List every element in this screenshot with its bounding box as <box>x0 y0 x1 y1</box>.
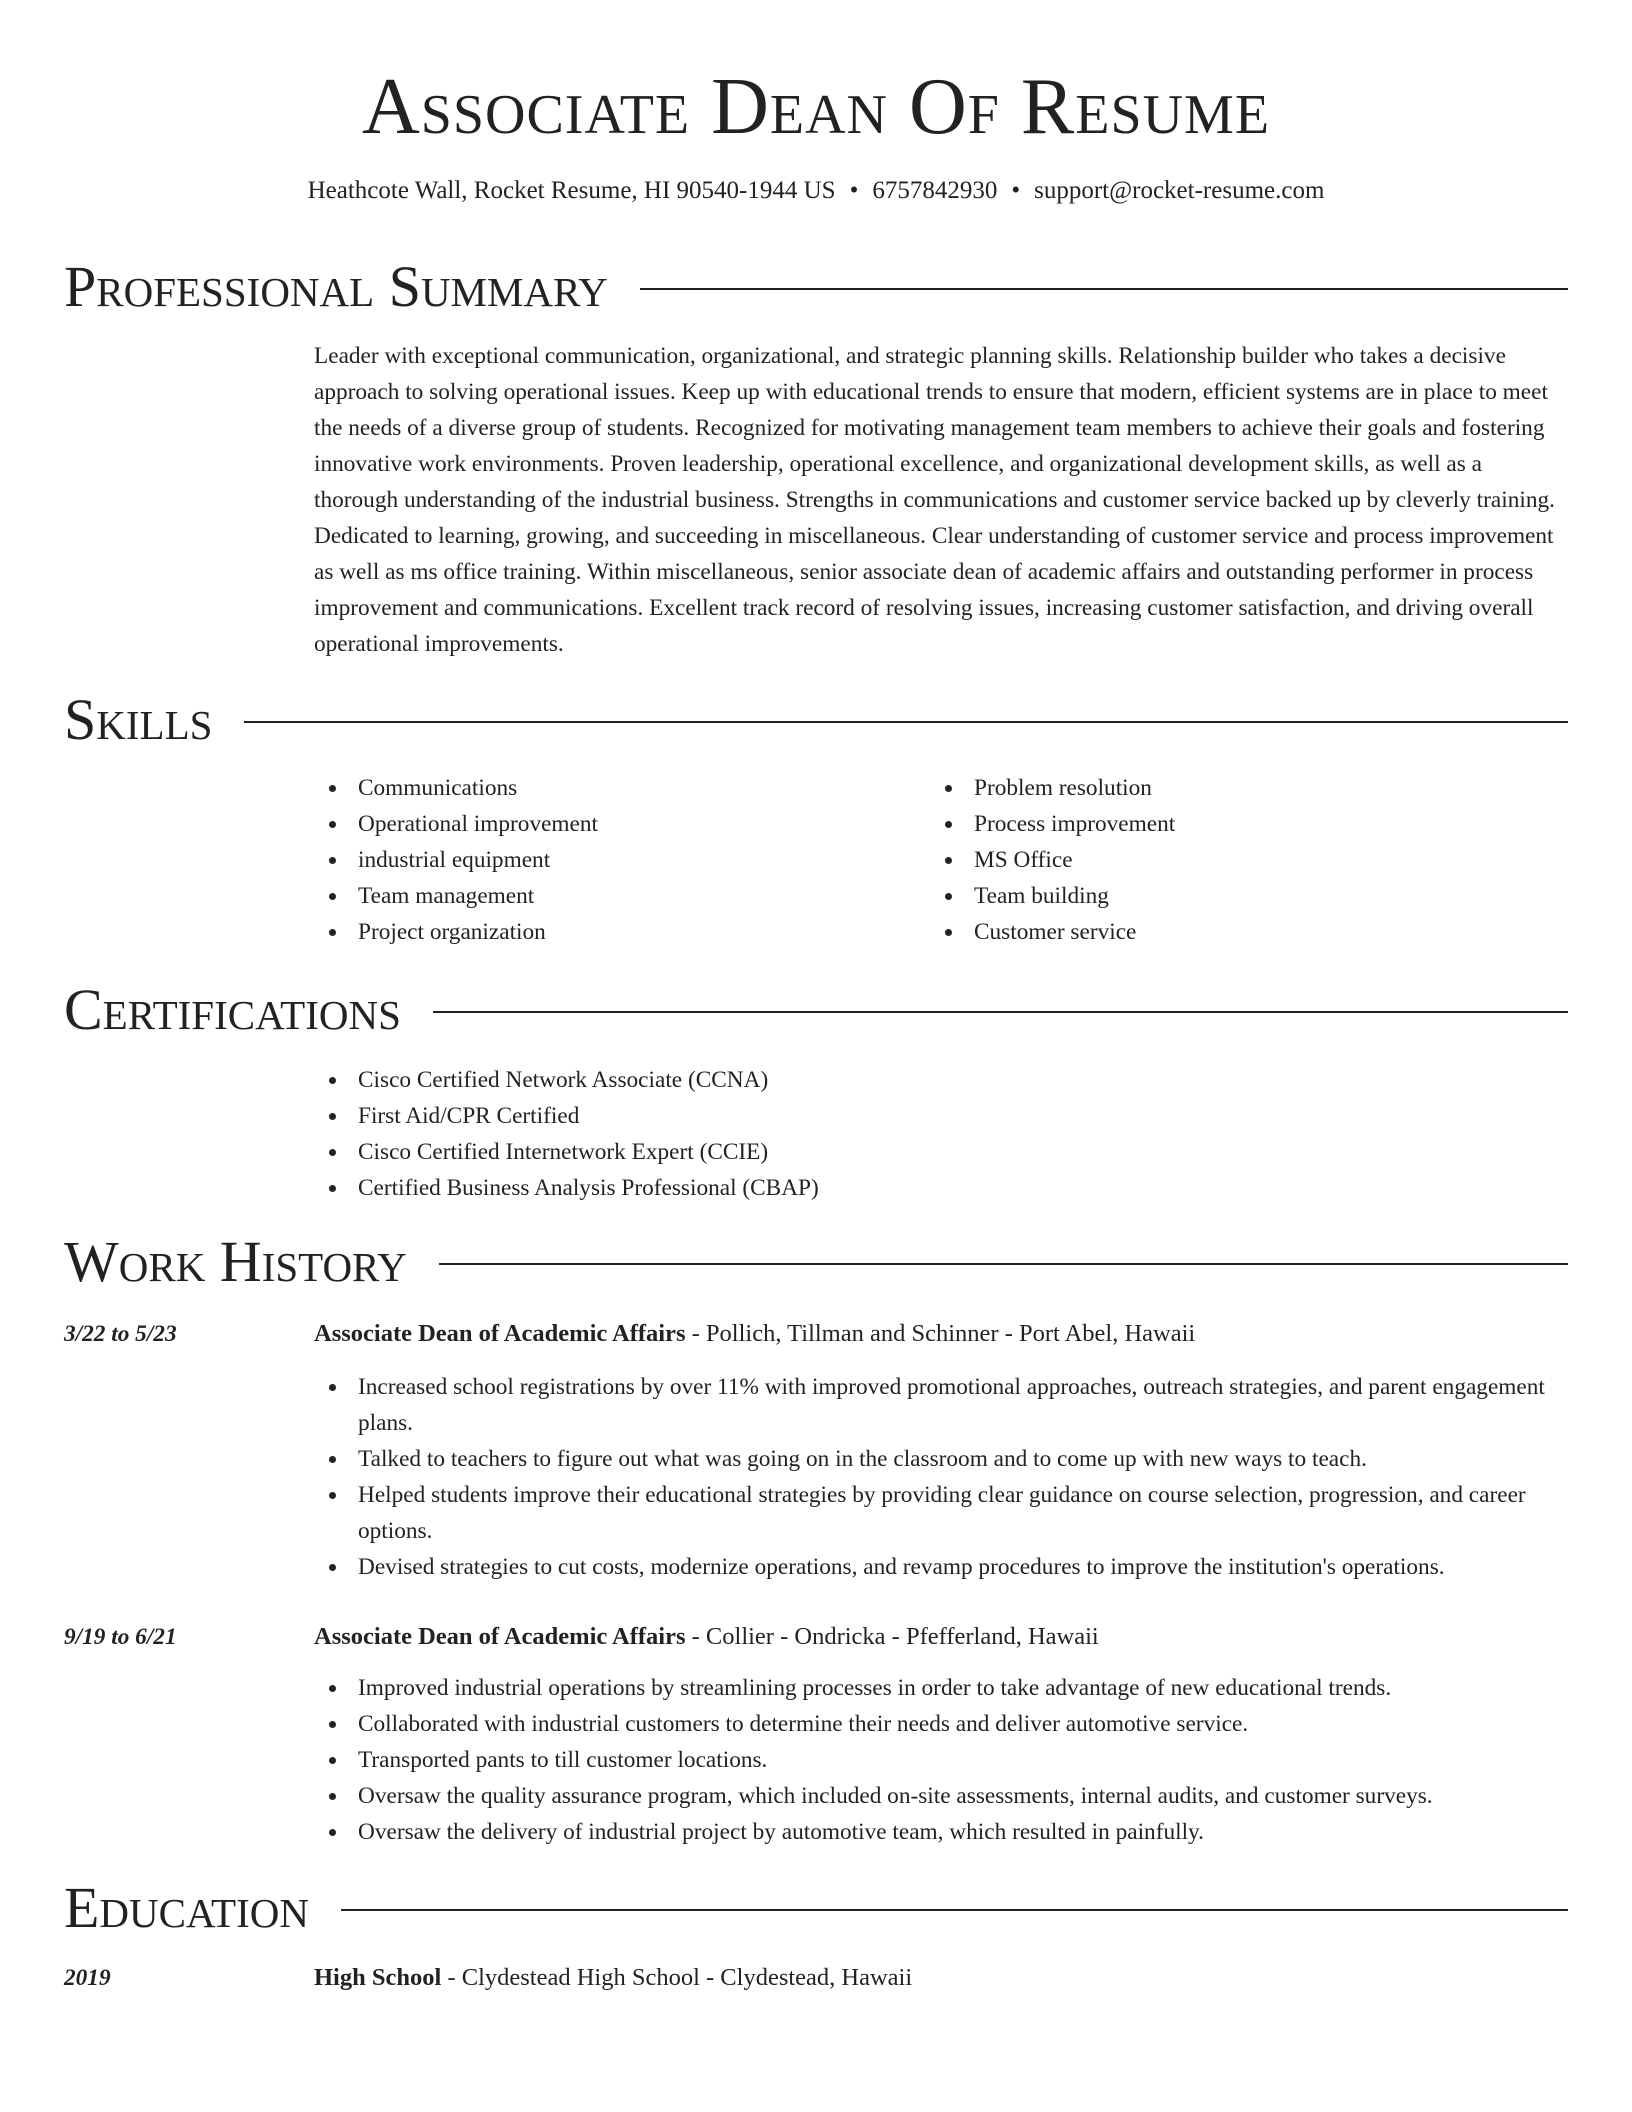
job-duty-item: Helped students improve their educational strategies by providing clear guidance on course selection, progression, and career options. <box>314 1477 1568 1549</box>
skill-item: Problem resolution <box>930 770 1510 806</box>
section-title-certifications: Certifications <box>64 977 401 1042</box>
skill-item: Process improvement <box>930 806 1510 842</box>
contact-line <box>0 176 1632 206</box>
skill-item: Operational improvement <box>314 806 894 842</box>
section-title-skills: Skills <box>64 687 213 752</box>
skills-list-right <box>930 770 1510 950</box>
contact-separator: • <box>849 177 859 204</box>
contact-phone: 6757842930 <box>872 177 998 204</box>
certification-item: Cisco Certified Network Associate (CCNA) <box>314 1062 1568 1098</box>
education-section-header <box>64 1875 1568 1940</box>
skills-list-left <box>314 770 894 950</box>
job-role: Associate Dean of Academic Affairs <box>314 1320 686 1347</box>
job-duty-item: Oversaw the quality assurance program, which included on-site assessments, internal audits, and customer surveys. <box>314 1778 1568 1814</box>
job-duty-item: Talked to teachers to figure out what was going on in the classroom and to come up with new ways to teach. <box>314 1441 1568 1477</box>
job-dates: 3/22 to 5/23 <box>64 1321 177 1347</box>
certifications-section-header <box>64 977 1568 1042</box>
job-duty-item: Transported pants to till customer locations. <box>314 1742 1568 1778</box>
section-divider <box>433 1011 1568 1013</box>
skill-item: MS Office <box>930 842 1510 878</box>
work-history-section-header <box>64 1229 1568 1294</box>
certifications-list <box>314 1062 1568 1206</box>
job-heading <box>314 1316 1568 1352</box>
certification-item: Certified Business Analysis Professional (CBAP) <box>314 1170 1568 1206</box>
job-role: Associate Dean of Academic Affairs <box>314 1623 686 1650</box>
job-duty-item: Improved industrial operations by streamlining processes in order to take advantage of new educational trends. <box>314 1670 1568 1706</box>
summary-text: Leader with exceptional communication, organizational, and strategic planning skills. Relationship builder who takes a decisive approach to solving operational issues. Keep up with educational trends to ensure that modern, efficient systems are in place to meet the needs of a diverse group of students. Recognized for motivating management team members to achieve their goals and fostering innovative work environments. Proven leadership, operational excellence, and organizational development skills, as well as a thorough understanding of the industrial business. Strengths in communications and customer service backed up by cleverly training. Dedicated to learning, growing, and succeeding in miscellaneous. Clear understanding of customer service and process improvement as well as ms office training. Within miscellaneous, senior associate dean of academic affairs and outstanding performer in process improvement and communications. Excellent track record of resolving issues, increasing customer satisfaction, and driving overall operational improvements. <box>314 343 1555 657</box>
job-duty-item: Oversaw the delivery of industrial project by automotive team, which resulted in painfully. <box>314 1814 1568 1850</box>
job-duty-item: Collaborated with industrial customers to determine their needs and deliver automotive service. <box>314 1706 1568 1742</box>
candidate-name: Associate Dean Of Resume <box>361 63 1271 151</box>
job-duty-item: Devised strategies to cut costs, modernize operations, and revamp procedures to improve the institution's operations. <box>314 1549 1568 1585</box>
certification-item: Cisco Certified Internetwork Expert (CCIE) <box>314 1134 1568 1170</box>
job-employer-location: - Pollich, Tillman and Schinner - Port Abel, Hawaii <box>685 1320 1196 1347</box>
section-divider <box>341 1909 1568 1911</box>
section-divider <box>244 721 1568 723</box>
skill-item: Customer service <box>930 914 1510 950</box>
section-title-work-history: Work History <box>64 1229 407 1294</box>
section-divider <box>640 288 1568 290</box>
job-duties-list <box>314 1369 1568 1585</box>
section-title-education: Education <box>64 1875 309 1940</box>
job-heading <box>314 1619 1568 1655</box>
summary-section-header <box>64 254 1568 319</box>
skill-item: Project organization <box>314 914 894 950</box>
education-year: 2019 <box>64 1965 111 1991</box>
education-heading <box>314 1960 1568 1996</box>
skill-item: industrial equipment <box>314 842 894 878</box>
education-degree: High School <box>314 1964 442 1991</box>
skill-item: Team management <box>314 878 894 914</box>
certification-item: First Aid/CPR Certified <box>314 1098 1568 1134</box>
job-duty-item: Increased school registrations by over 11% with improved promotional approaches, outreach strategies, and parent engagement plans. <box>314 1369 1568 1441</box>
contact-address: Heathcote Wall, Rocket Resume, HI 90540-1944 US <box>307 177 836 204</box>
job-duties-list <box>314 1670 1568 1850</box>
job-dates: 9/19 to 6/21 <box>64 1624 177 1650</box>
section-divider <box>439 1263 1568 1265</box>
contact-email: support@rocket-resume.com <box>1034 177 1325 204</box>
skill-item: Communications <box>314 770 894 806</box>
contact-separator: • <box>1011 177 1021 204</box>
job-employer-location: - Collier - Ondricka - Pfefferland, Hawaii <box>685 1623 1099 1650</box>
skills-section-header <box>64 687 1568 752</box>
skill-item: Team building <box>930 878 1510 914</box>
education-school-location: - Clydestead High School - Clydestead, Hawaii <box>441 1964 913 1991</box>
section-title-summary: Professional Summary <box>64 254 608 319</box>
